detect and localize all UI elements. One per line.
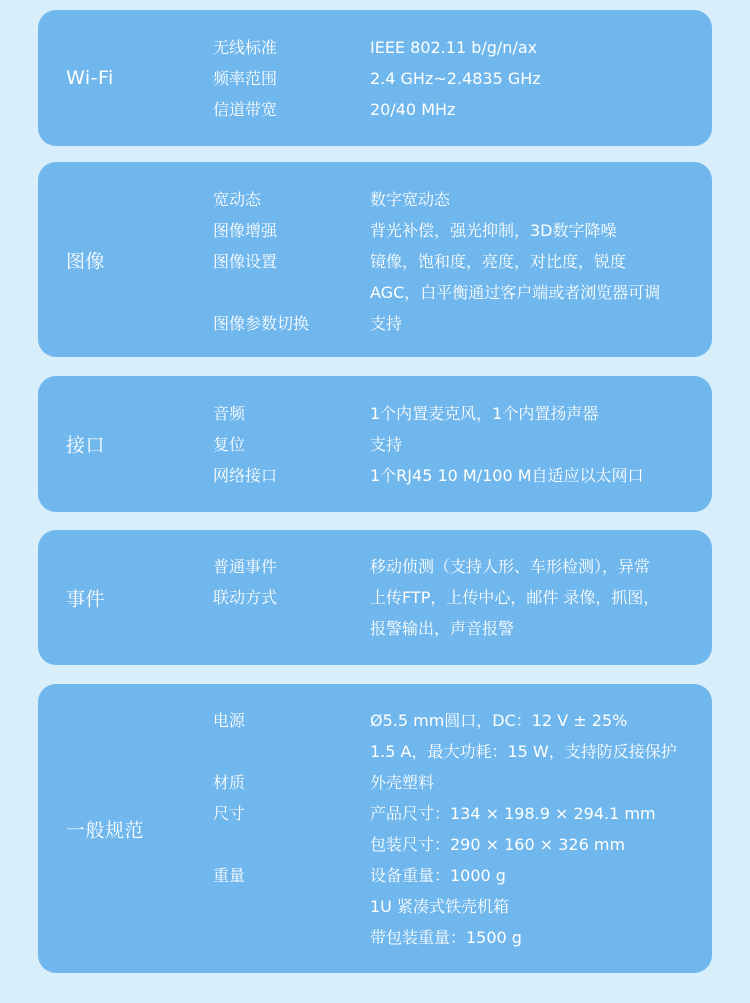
spec-row	[38, 736, 712, 767]
spec-row	[38, 613, 712, 644]
spec-value: IEEE 802.11 b/g/n/ax	[370, 38, 538, 57]
spec-value: 支持	[370, 314, 403, 333]
spec-value: 产品尺寸：134 × 198.9 × 294.1 mm	[370, 804, 656, 823]
spec-row	[38, 891, 712, 922]
spec-card-event	[38, 530, 712, 665]
spec-card-wifi	[38, 10, 712, 146]
spec-key: 尺寸	[213, 804, 246, 823]
spec-row	[38, 184, 712, 215]
spec-row	[38, 32, 712, 63]
section-title: 接口	[66, 434, 106, 457]
section-title: 一般规范	[66, 819, 145, 841]
spec-key: 信道带宽	[213, 100, 278, 119]
spec-key: 电源	[213, 711, 246, 730]
spec-row	[38, 829, 712, 860]
spec-key: 频率范围	[213, 69, 278, 88]
spec-value: 背光补偿，强光抑制，3D数字降噪	[370, 221, 617, 240]
spec-key: 普通事件	[213, 557, 278, 576]
spec-value: 1U 紧凑式铁壳机箱	[370, 897, 509, 916]
spec-row	[38, 798, 712, 829]
spec-value: 带包装重量：1500 g	[370, 928, 522, 947]
spec-row	[38, 705, 712, 736]
spec-row	[38, 63, 712, 94]
spec-row	[38, 551, 712, 582]
spec-key: 宽动态	[213, 190, 262, 209]
spec-value: 支持	[370, 435, 403, 454]
spec-key: 图像参数切换	[213, 314, 310, 333]
section-title: Wi-Fi	[66, 67, 114, 89]
spec-key: 图像增强	[213, 221, 278, 240]
spec-value: 1个内置麦克风，1个内置扬声器	[370, 404, 599, 423]
spec-key: 图像设置	[213, 252, 278, 271]
spec-key: 联动方式	[213, 588, 278, 607]
spec-card-general	[38, 684, 712, 973]
spec-value: 1个RJ45 10 M/100 M自适应以太网口	[370, 466, 644, 485]
spec-row	[38, 429, 712, 460]
spec-row	[38, 277, 712, 308]
section-title: 事件	[66, 588, 106, 610]
spec-key: 重量	[213, 866, 246, 885]
spec-row	[38, 246, 712, 277]
spec-value: Ø5.5 mm圆口，DC：12 V ± 25%	[370, 711, 628, 730]
spec-key: 材质	[213, 773, 246, 792]
spec-value: 1.5 A，最大功耗：15 W，支持防反接保护	[370, 742, 677, 761]
spec-card-interface	[38, 376, 712, 512]
spec-row	[38, 398, 712, 429]
spec-value: 2.4 GHz~2.4835 GHz	[370, 69, 541, 88]
spec-value: 上传FTP，上传中心，邮件 录像，抓图，	[370, 588, 660, 607]
spec-row	[38, 767, 712, 798]
spec-value: 设备重量：1000 g	[370, 866, 506, 885]
spec-value: AGC，白平衡通过客户端或者浏览器可调	[370, 283, 661, 302]
spec-key: 复位	[213, 435, 246, 454]
spec-card-image	[38, 162, 712, 357]
spec-row	[38, 922, 712, 953]
spec-row	[38, 860, 712, 891]
spec-row	[38, 215, 712, 246]
spec-key: 无线标准	[213, 38, 278, 57]
spec-value: 外壳塑料	[370, 773, 435, 792]
spec-value: 数字宽动态	[370, 190, 451, 209]
spec-value: 镜像，饱和度，亮度，对比度，锐度	[370, 252, 627, 271]
spec-value: 包装尺寸：290 × 160 × 326 mm	[370, 835, 626, 854]
spec-value: 移动侦测（支持人形、车形检测），异常	[370, 557, 651, 576]
spec-key: 网络接口	[213, 466, 278, 485]
spec-value: 报警输出，声音报警	[370, 619, 515, 638]
spec-row	[38, 308, 712, 339]
spec-value: 20/40 MHz	[370, 100, 456, 119]
section-title: 图像	[66, 250, 106, 272]
spec-row	[38, 582, 712, 613]
spec-key: 音频	[213, 404, 246, 423]
spec-row	[38, 94, 712, 125]
spec-row	[38, 460, 712, 491]
